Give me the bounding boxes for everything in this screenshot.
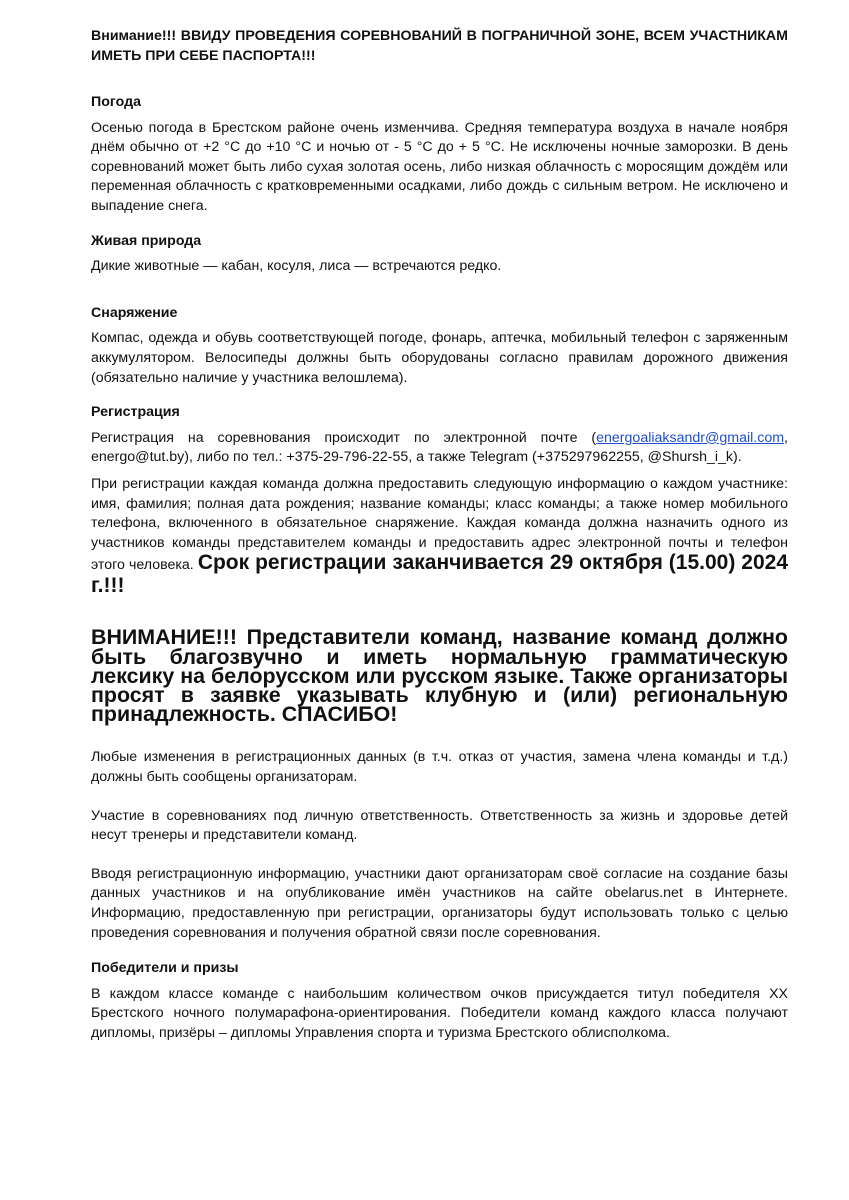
winners-heading: Победители и призы (91, 960, 239, 977)
registration-contacts-before: Регистрация на соревнования происходит по электронной почте ( (91, 429, 597, 446)
consent-paragraph: Вводя регистрационную информацию, участники дают организаторам своё согласие на создание базы данных участников и на опубликование имён участников на сайте obelarus.net в Интернете. Информацию, предоставленную при регистрации, организаторы будут использовать только с целью проведения соревнования и получения обратной связи после соревнования. (91, 865, 788, 941)
warning-text: ВВИДУ ПРОВЕДЕНИЯ СОРЕВНОВАНИЙ В ПОГРАНИЧНОЙ ЗОНЕ, ВСЕМ УЧАСТНИКАМ ИМЕТЬ ПРИ СЕБЕ ПАСПОРТА!!! (91, 28, 788, 64)
registration-email-link[interactable]: energoaliaksandr@gmail.com (596, 429, 785, 446)
responsibility-paragraph: Участие в соревнованиях под личную ответственность. Ответственность за жизнь и здоровье детей несут тренеры и представители команд. (91, 807, 788, 844)
weather-text: Осенью погода в Брестском районе очень изменчива. Средняя температура воздуха в начале ноября днём обычно от +2 °С до +10 °С и ночью от - 5 °С до + 5 °С. Не исключены ночные заморозки. В день соревнований может быть либо сухая золотая осень, либо низкая облачность с моросящим дождём или переменная облачность с кратковременными осадками, либо дождь с сильным ветром. Не исключено и выпадение снега. (91, 119, 788, 214)
registration-heading: Регистрация (91, 404, 180, 421)
warning-prefix: Внимание!!! (91, 28, 177, 44)
wildlife-heading: Живая природа (91, 232, 202, 249)
wildlife-text: Дикие животные — кабан, косуля, лиса — встречаются редко. (91, 258, 502, 275)
registration-requirements (91, 475, 788, 599)
warning-notice (91, 26, 788, 66)
equipment-text: Компас, одежда и обувь соответствующей погоде, фонарь, аптечка, мобильный телефон с заряженным аккумулятором. Велосипеды должны быть оборудованы согласно правилам дорожного движения (обязательно наличие у участника велошлема). (91, 330, 788, 386)
equipment-heading: Снаряжение (91, 304, 178, 321)
winners-text: В каждом классе команде с наибольшим количеством очков присуждается титул победителя XX Брестского ночного полумарафона-ориентирования. Победители команд каждого класса получают дипломы, призёры – дипломы Управления спорта и туризма Брестского облисполкома. (91, 985, 788, 1042)
weather-heading: Погода (91, 94, 141, 110)
registration-deadline: Срок регистрации заканчивается 29 октября (15.00) 2024 г.!!! (91, 551, 788, 597)
document-page (91, 24, 788, 1044)
registration-requirements-text: При регистрации каждая команда должна предоставить следующую информацию о каждом участнике: имя, фамилия; полная дата рождения; название команды; класс команды; а также номер мобильного телефона, включенного в обязательное снаряжение. Каждая команда должна назначить одного из участников команды представителем команды и предоставить адрес электронной почты и телефон этого человека. (91, 475, 788, 574)
registration-contacts-after: , energo@tut.by), либо по тел.: +375-29-796-22-55, а также Telegram (+375297962255, @Shursh_i_k). (91, 429, 788, 466)
changes-paragraph: Любые изменения в регистрационных данных (в т.ч. отказ от участия, замена члена команды и т.д.) должны быть сообщены организаторам. (91, 749, 788, 786)
registration-contacts (91, 429, 788, 468)
attention-notice: ВНИМАНИЕ!!! Представители команд, название команд должно быть благозвучно и иметь нормальную грамматическую лексику на белорусском или русском языке. Также организаторы просят в заявке указывать клубную и (или) региональную принадлежность. СПАСИБО! (91, 625, 788, 727)
